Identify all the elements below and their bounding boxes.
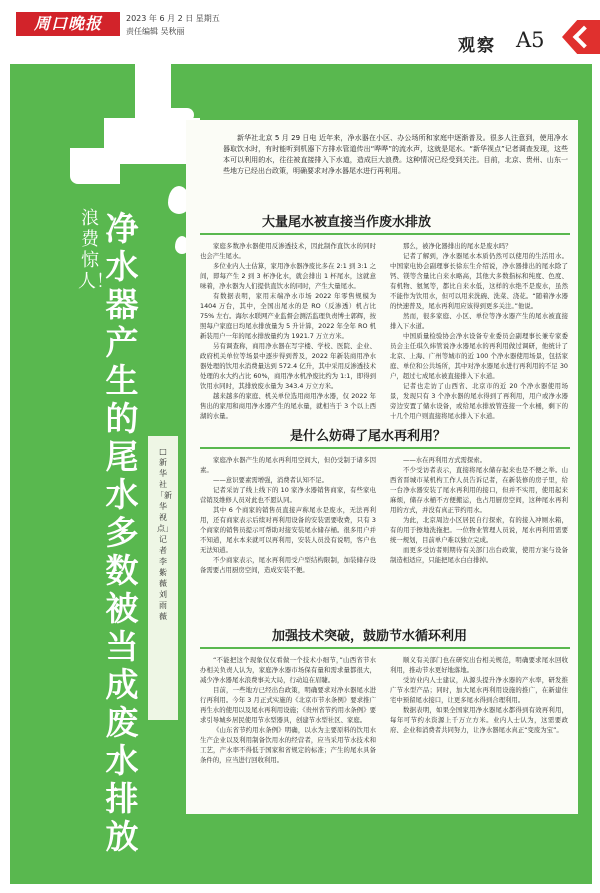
paragraph: 有数据表明，家用末端净水市场 2022 年零售规模为 1404 万台，其中，全国出尾水的是 RO（反渗透）机占比 75% 左右。海尔水联网产业监督会测活监理负责博士郭辉，按照每户家庭日均尾水排放量为 5 升计算，2022 年全年 RO 机新装用户一年的尾水排放量约为 1921.7 万立方米。 bbox=[200, 292, 377, 340]
section-divider bbox=[200, 233, 570, 235]
paragraph: 《山东省节约用水条例》明确，以水为主要原料的饮用水生产企业以及利用制备饮用水的经营者，应当采用节水技术和工艺，产水率不得低于国家和省规定的标准；产生的尾水具备条件的，应当进行回收利用。 bbox=[200, 726, 376, 764]
paragraph: 不少商家表示，尾水再利用受户型结构限制，加装储存设备需要占用厨房空间，造成安装不便。 bbox=[200, 556, 376, 574]
paragraph: 记者了解到，净水器尾水本质仍然可以使用的生活用水。中国家电协会副理事长徐东生介绍说，净水器排出的尾水除了钙、镁等含量比自来水略高，其他大多数指标和纯度、色度、有机物、氨氮等，都比自来水低，这样的水绝不是废水，虽然不能作为饮用水，但可以用来洗碗、洗菜、浇花。“随着净水器的快速普及，尾水再利用应该得到更多关注。”他说。 bbox=[390, 252, 568, 310]
paragraph: 中国质量检验协会净水设备专业委员会副理事长兼专家委员会主任琪久炜管说净水器尾水的再利用做过调研，他统计了北京、上海、广州等城市的近 100 个净水器使用场景，包括家庭、单位和公共场所，其中对净水器尾水进行再利用的不足 30 户，超过七成尾水被直接排入下水道。 bbox=[390, 332, 568, 380]
page-number: A5 bbox=[516, 28, 545, 52]
paragraph: 多位业内人士估算，家用净水器净废比多在 2:1 到 3:1 之间，即每产生 2 到 3 杯净化水，就会排出 1 杯尾水，这就意味着，净水器为人们提供直饮水的同时，产生大量尾水。 bbox=[200, 262, 376, 290]
section-divider bbox=[200, 647, 570, 649]
section-heading: 是什么妨碍了尾水再利用？ bbox=[290, 429, 447, 444]
paragraph: “不能把这个现象仅仅看做一个技术小细节，”山西省节水办相关负责人认为，家庭净水器市场保有量和需求量都很大，减少净水器尾水浪费事关大局，行动迫在眉睫。 bbox=[200, 656, 376, 684]
paragraph: 目前，一些地方已经出台政策，明确要求对净水器尾水进行再利用。今年 3 月正式实施的《北京市节水条例》要求推广再生水的使用以及尾水再利用设施；《贵州省节约用水条例》要求引导城乡居民使用节水型器具，创建节水型社区、家庭。 bbox=[200, 686, 376, 724]
text-column bbox=[390, 241, 568, 421]
editor-credit: 责任编辑 吴秋丽 bbox=[126, 27, 185, 36]
newspaper-logo: 周口晚报 bbox=[16, 12, 120, 36]
masthead bbox=[0, 0, 600, 58]
paragraph: 家庭多数净水器使用反渗透技术，因此制作直饮水的同时也会产生尾水。 bbox=[200, 242, 376, 260]
paragraph: 而更多受访者则期待有关部门出台政策，使用方案与设备制造相适应，只能把尾水白白排掉。 bbox=[390, 546, 568, 564]
paragraph: ——意识要素需增强，消费者认知不足。 bbox=[213, 476, 329, 484]
article-byline: □新华社「新华视点」记者 李紫薇 刘雨薇 bbox=[156, 447, 172, 621]
paragraph: 记者也走访了山西省、北京市的近 20 个净水器使用场景，发现只有 3 个净水器的尾水得到了再利用，用户或净水器旁边安置了储水设备，或给尾水排放管连接一个水桶，剩下的十几个用户则直接将尾水排入下水道。 bbox=[390, 382, 568, 420]
paragraph: 越来越多的家庭、机关单位选用商用净水器，仅 2022 年售出的家用和商用净水器产生的尾水量，就相当于 3 个以上西湖的水量。 bbox=[200, 392, 376, 420]
paragraph: 那么，被净化器排出的尾水是废水吗？ bbox=[403, 242, 512, 250]
paragraph: 然而，很多家庭、小区、单位等净水器产生的尾水被直接排入下水道。 bbox=[390, 312, 568, 330]
paragraph: 家庭净水器产生的尾水再利用空间大，但仍受制于诸多因素。 bbox=[200, 456, 376, 474]
paragraph: 数据表明，如果全国家用净水器尾水都得到有效再利用，每年可节约水资源上千万立方米。业内人士认为，这需要政府、企业和消费者共同努力，让净水器尾水真正“变废为宝”。 bbox=[390, 706, 568, 734]
section-heading: 大量尾水被直接当作废水排放 bbox=[262, 215, 432, 230]
section-name: 观察 bbox=[458, 36, 496, 56]
article-intro: 新华社北京 5 月 29 日电 近年来，净水器在小区、办公场所和家庭中逐渐普及。很多人注意到，使用净水器取饮水时，有时能听到机器下方排水管道传出“哗哗”的流水声，这就是尾水。“新华视点”记者调查发现，这些本可以利用的水，往往被直接排入下水道，造成巨大浪费。这种情况已经受到关注。目前，北京、贵州、山东一些地方已经出台政策，明确要求对净水器尾水进行再利用。 bbox=[223, 134, 568, 175]
paragraph: 为此，北京周边小区居民自行探索，有的接入冲厕水箱，有的用于擦地洗拖把。一位物业管理人员说，尾水再利用需要统一规划，目前单户难以独立完成。 bbox=[390, 516, 568, 544]
paragraph: 不少受访者表示，直接将尾水储存起来也是不便之举。山西省晋城市某机构工作人员告诉记者，在新装修的房子里，给一台净水器安装了尾水再利用的接口，但并不实用，使用起来麻烦，储存水桶不方便搬运，也占用厨房空间，这种尾水再利用的方式，并没有真正节约用水。 bbox=[390, 466, 568, 514]
text-column bbox=[390, 655, 568, 735]
faucet-spout-icon bbox=[70, 148, 120, 184]
paragraph: ——水在再利用方式需探索。 bbox=[403, 456, 487, 464]
text-column bbox=[200, 241, 376, 421]
paragraph: 其中 6 个商家的销售员直接声称尾水是废水，无法再利用，还有商家表示后续对再利用设备的安装需要收费，只有 3 个商家的销售员提示可帮助对接安装尾水储存桶。很多用户并不知道，尾水本来就可以再利用，安装人员没有说明，客户也无法知道。 bbox=[200, 506, 376, 554]
article-kicker: 浪费惊人！ bbox=[78, 208, 114, 292]
paragraph: 顺义有关部门也在研究出台相关规范，明确要求尾水回收利用，推动节水更好地落地。 bbox=[390, 656, 568, 674]
text-column bbox=[390, 455, 568, 565]
paragraph: 另有调查称，商用净水器在写字楼、学校、医院、企业、政府机关单位等场景中逐步得到普及，2022 年新装商用净水器处理的饮用水消费量达到 572.4 亿升，其中采用反渗透技术处理的水大约占比 60%，商用净水机净废比约为 1:1，即得到饮用水同时，其排放废水量为 343.4 万立方米。 bbox=[200, 342, 376, 390]
text-column bbox=[200, 455, 376, 575]
issue-date: 2023 年 6 月 2 日 星期五 bbox=[126, 14, 220, 23]
section-divider bbox=[200, 447, 570, 449]
article-title: 净水器产生的尾水多数被当成废水排放 bbox=[105, 209, 139, 856]
paragraph: 记者采访了线上线下的 10 家净水器销售商家，有些家电营销及维修人员对此也不愿认同。 bbox=[200, 486, 376, 504]
paragraph: 受访业内人士建议，从源头提升净水器的产水率，研发推广节水型产品；同时，加大尾水再利用设施的推广，在新建住宅中预留尾水接口，让更多尾水得到合理利用。 bbox=[390, 676, 568, 704]
section-heading: 加强技术突破，鼓励节水循环利用 bbox=[272, 629, 468, 644]
text-column bbox=[200, 655, 376, 765]
